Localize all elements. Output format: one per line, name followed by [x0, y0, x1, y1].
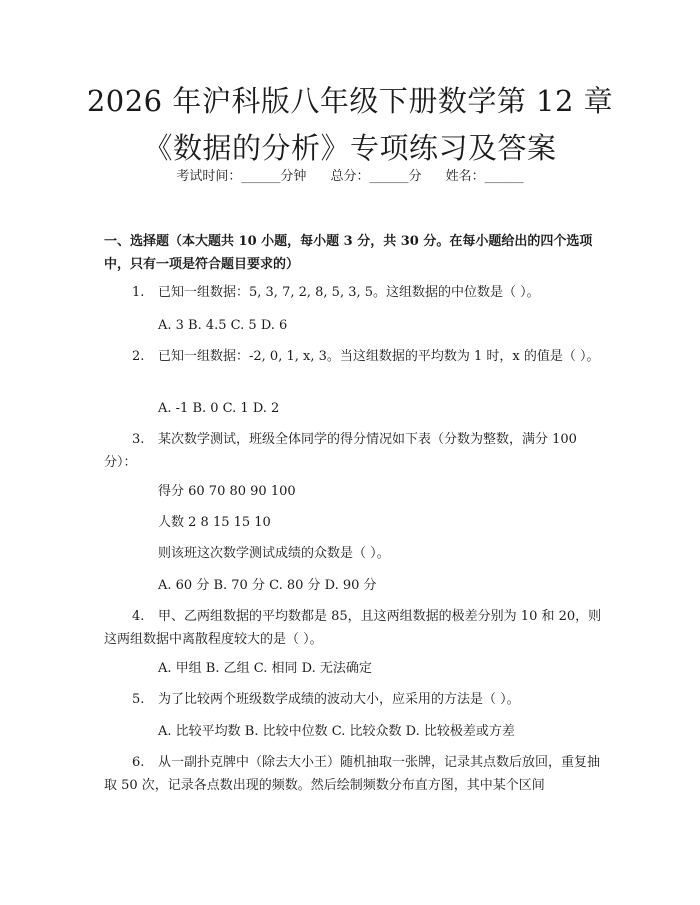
question-text: 某次数学测试，班级全体同学的得分情况如下表（分数为整数，满分 100 分）： [104, 432, 577, 470]
question-4 [104, 605, 604, 651]
question-text: 已知一组数据：5, 3, 7, 2, 8, 5, 3, 5。这组数据的中位数是（ ）。 [158, 285, 540, 300]
question-number: 2. [132, 349, 145, 364]
question-3 [104, 428, 604, 474]
question-text: 甲、乙两组数据的平均数都是 85，且这两组数据的极差分别为 10 和 20，则这两组数据中离散程度较大的是（ ）。 [104, 609, 602, 647]
question-text: 已知一组数据：-2, 0, 1, x, 3。当这组数据的平均数为 1 时，x 的值是（ ）。 [158, 349, 600, 364]
question-2-options: A. -1 B. 0 C. 1 D. 2 [158, 401, 280, 416]
section-heading: 一、选择题（本大题共 10 小题，每小题 3 分，共 30 分。在每小题给出的四个选项中，只有一项是符合题目要求的） [104, 234, 593, 272]
question-5-options: A. 比较平均数 B. 比较中位数 C. 比较众数 D. 比较极差或方差 [158, 724, 515, 739]
document-title: 2026 年沪科版八年级下册数学第 12 章《数据的分析》专项练习及答案 [86, 84, 614, 165]
student-name-field: 姓名：______ [445, 169, 524, 184]
question-3-followup: 则该班这次数学测试成绩的众数是（ ）。 [158, 546, 390, 561]
count-table-row: 人数 2 8 15 15 10 [158, 515, 271, 530]
question-number: 5. [132, 692, 145, 707]
question-6 [104, 751, 604, 797]
question-4-options: A. 甲组 B. 乙组 C. 相同 D. 无法确定 [158, 661, 372, 676]
question-1 [104, 281, 604, 304]
total-score-field: 总分：______分 [330, 169, 422, 184]
question-3-options: A. 60 分 B. 70 分 C. 80 分 D. 90 分 [158, 578, 377, 593]
question-2 [104, 345, 604, 368]
question-text: 从一副扑克牌中（除去大小王）随机抽取一张牌，记录其点数后放回，重复抽取 50 次，记录各点数出现的频数。然后绘制频数分布直方图，其中某个区间 [104, 755, 601, 793]
question-1-options: A. 3 B. 4.5 C. 5 D. 6 [158, 318, 288, 333]
question-number: 6. [132, 755, 145, 770]
exam-time-field: 考试时间：______分钟 [176, 169, 307, 184]
question-5 [104, 688, 604, 711]
question-number: 3. [132, 432, 145, 447]
question-number: 1. [132, 285, 145, 300]
exam-info-line [0, 168, 700, 186]
question-number: 4. [132, 609, 145, 624]
question-text: 为了比较两个班级数学成绩的波动大小，应采用的方法是（ ）。 [158, 692, 520, 707]
score-table-row: 得分 60 70 80 90 100 [158, 484, 296, 499]
